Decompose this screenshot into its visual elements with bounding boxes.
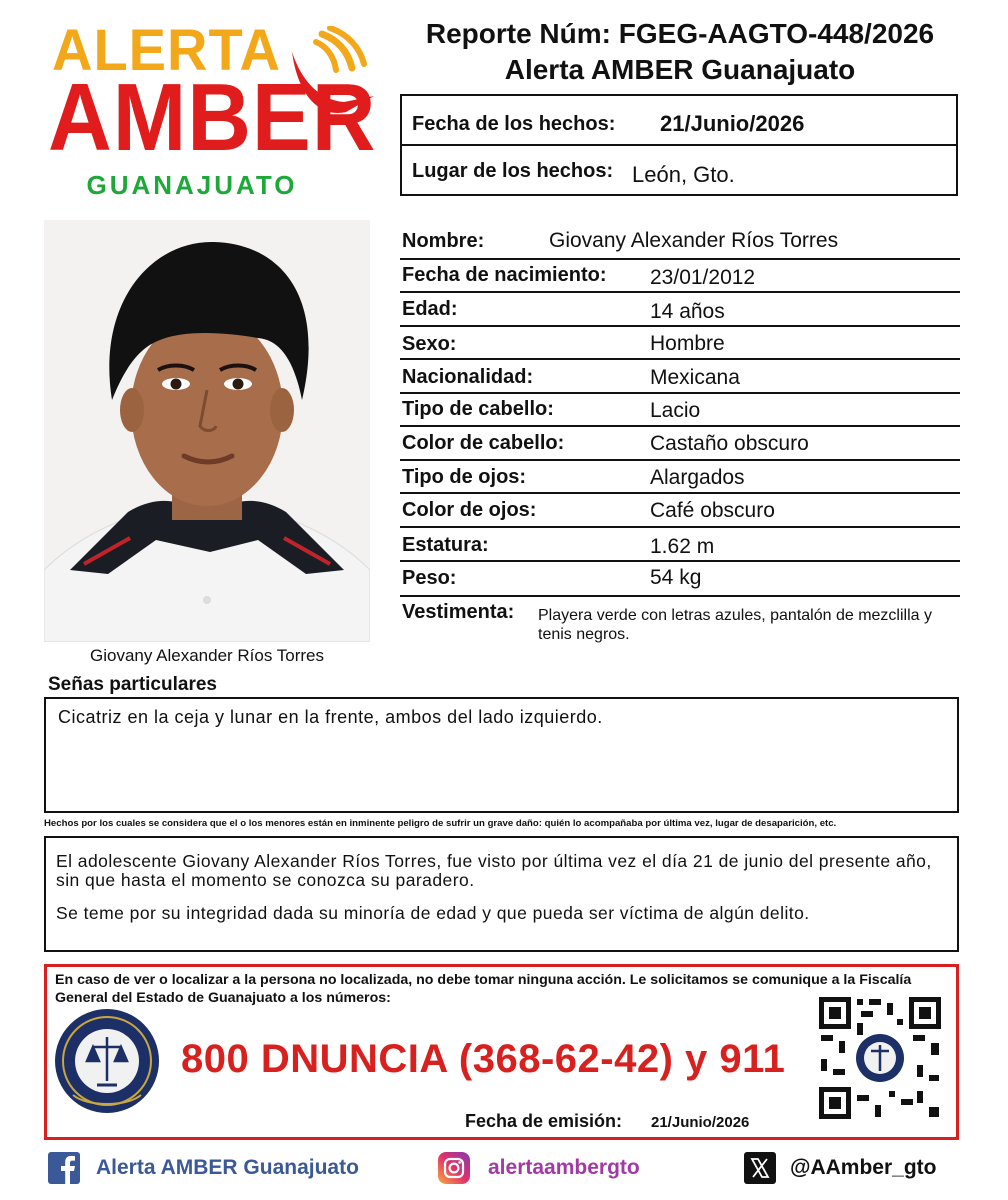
eye-color-label: Color de ojos: xyxy=(402,499,537,521)
instagram-icon xyxy=(438,1152,470,1184)
event-date-value: 21/Junio/2026 xyxy=(660,111,805,136)
clothing-value: Playera verde con letras azules, pantalón de mezclilla y tenis negros. xyxy=(538,607,932,643)
weight-label: Peso: xyxy=(402,567,457,589)
row-divider xyxy=(400,595,960,597)
row-divider xyxy=(400,560,960,562)
row-divider xyxy=(400,526,960,528)
sex-label: Sexo: xyxy=(402,333,457,355)
sex-value: Hombre xyxy=(650,332,725,355)
report-number: Reporte Núm: FGEG-AAGTO-448/2026 xyxy=(425,18,935,49)
report-subtitle: Alerta AMBER Guanajuato xyxy=(504,54,856,85)
name-value: Giovany Alexander Ríos Torres xyxy=(549,229,839,252)
hair-color-label: Color de cabello: xyxy=(402,432,565,454)
birthdate-value: 23/01/2012 xyxy=(650,266,756,289)
issue-date-value: 21/Junio/2026 xyxy=(651,1114,750,1131)
distinguishing-marks-title: Señas particulares xyxy=(48,674,217,695)
logo-horn-icon xyxy=(286,26,378,122)
row-divider xyxy=(400,325,960,327)
events-box xyxy=(44,836,959,952)
height-value: 1.62 m xyxy=(650,535,715,558)
x-handle: @AAmber_gto xyxy=(790,1156,937,1179)
eye-type-label: Tipo de ojos: xyxy=(402,466,527,488)
logo-alerta-text: ALERTA xyxy=(52,16,281,83)
events-caption: Hechos por los cuales se considera que el o los menores están en inminente peligro de sufrir un grave daño: quién lo acompañaba por última vez, lugar de desaparición, etc. xyxy=(44,818,837,829)
event-place-value: León, Gto. xyxy=(632,162,735,187)
birthdate-label: Fecha de nacimiento: xyxy=(402,264,607,286)
facebook-handle: Alerta AMBER Guanajuato xyxy=(96,1156,359,1179)
event-place-label: Lugar de los hechos: xyxy=(412,160,614,182)
contact-instructions: En caso de ver o localizar a la persona no localizada, no debe tomar ninguna acción. Le solicitamos se comunique a la Fiscalía General del Estado de Guanajuato a los números: xyxy=(55,972,912,1006)
weight-value: 54 kg xyxy=(650,566,702,589)
hair-type-value: Lacio xyxy=(650,399,701,422)
missing-person-photo xyxy=(44,220,370,642)
fiscalia-seal-icon xyxy=(53,1007,161,1115)
instagram-handle: alertaambergto xyxy=(488,1156,640,1179)
logo-guanajuato-text: GUANAJUATO xyxy=(86,170,298,200)
x-icon xyxy=(744,1152,776,1184)
clothing-label: Vestimenta: xyxy=(402,601,515,623)
facebook-icon xyxy=(48,1152,80,1184)
age-value: 14 años xyxy=(650,300,725,323)
eye-color-value: Café obscuro xyxy=(650,499,775,522)
hair-type-label: Tipo de cabello: xyxy=(402,398,554,420)
nationality-value: Mexicana xyxy=(650,366,740,389)
row-divider xyxy=(400,425,960,427)
facts-box xyxy=(400,94,958,196)
event-date-label: Fecha de los hechos: xyxy=(412,113,616,135)
distinguishing-marks-text: Cicatriz en la ceja y lunar en la frente, ambos del lado izquierdo. xyxy=(58,707,603,727)
distinguishing-marks-box xyxy=(44,697,959,813)
row-divider xyxy=(400,358,960,360)
issue-date-label: Fecha de emisión: xyxy=(465,1111,623,1131)
eye-type-value: Alargados xyxy=(650,466,745,489)
qr-code-icon[interactable] xyxy=(817,995,943,1121)
events-paragraph-2: Se teme por su integridad dada su minoría de edad y que pueda ser víctima de algún delito. xyxy=(56,903,810,923)
hotline-phone: 800 DNUNCIA (368-62-42) y 911 xyxy=(181,1037,786,1081)
row-divider xyxy=(400,392,960,394)
events-paragraph-1: El adolescente Giovany Alexander Ríos Torres, fue visto por última vez el día 21 de junio del presente año, sin que hasta el momento se conozca su paradero. xyxy=(56,851,932,890)
nationality-label: Nacionalidad: xyxy=(402,366,534,388)
contact-box xyxy=(44,964,959,1140)
height-label: Estatura: xyxy=(402,534,489,556)
age-label: Edad: xyxy=(402,298,458,320)
row-divider xyxy=(400,492,960,494)
row-divider xyxy=(400,258,960,260)
logo-amber-text: AMBER xyxy=(48,64,377,171)
photo-caption: Giovany Alexander Ríos Torres xyxy=(89,646,325,665)
hair-color-value: Castaño obscuro xyxy=(650,432,809,455)
row-divider xyxy=(400,291,960,293)
facts-divider xyxy=(402,144,956,146)
name-label: Nombre: xyxy=(402,230,485,252)
row-divider xyxy=(400,459,960,461)
